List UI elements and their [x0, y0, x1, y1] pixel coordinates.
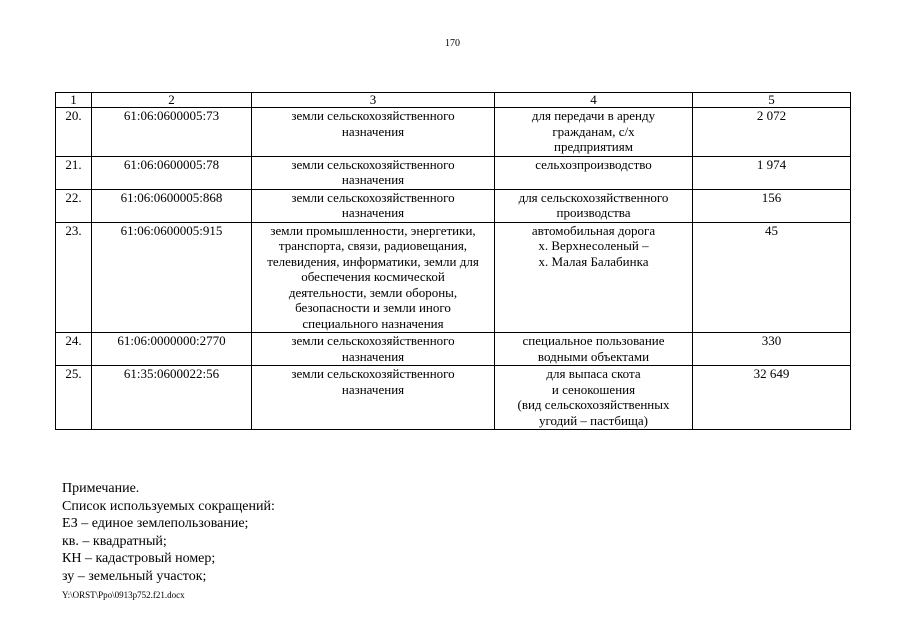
area-cell: 32 649 — [693, 366, 851, 430]
row-number-cell: 21. — [56, 156, 92, 189]
header-cell: 2 — [92, 93, 252, 108]
cadastral-number-cell: 61:06:0600005:73 — [92, 108, 252, 157]
permitted-use-cell: для передачи в аренду гражданам, с/х предприятиям — [495, 108, 693, 157]
header-cell: 5 — [693, 93, 851, 108]
area-cell: 2 072 — [693, 108, 851, 157]
row-number-cell: 20. — [56, 108, 92, 157]
row-number-cell: 22. — [56, 189, 92, 222]
row-number-cell: 24. — [56, 333, 92, 366]
table-row — [56, 156, 851, 189]
land-category-cell: земли сельскохозяйственного назначения — [252, 189, 495, 222]
page-number: 170 — [445, 38, 460, 49]
row-number-cell: 23. — [56, 222, 92, 333]
area-cell: 330 — [693, 333, 851, 366]
land-category-cell: земли сельскохозяйственного назначения — [252, 156, 495, 189]
row-number-cell: 25. — [56, 366, 92, 430]
cadastral-number-cell: 61:06:0600005:78 — [92, 156, 252, 189]
land-category-cell: земли сельскохозяйственного назначения — [252, 366, 495, 430]
table-row — [56, 333, 851, 366]
permitted-use-cell: сельхозпроизводство — [495, 156, 693, 189]
table-row — [56, 222, 851, 333]
permitted-use-cell: для выпаса скота и сенокошения (вид сельскохозяйственных угодий – пастбища) — [495, 366, 693, 430]
area-cell: 45 — [693, 222, 851, 333]
land-category-cell: земли сельскохозяйственного назначения — [252, 108, 495, 157]
notes-line: Список используемых сокращений: — [62, 498, 275, 514]
notes-section — [62, 480, 275, 585]
land-plots-table — [55, 92, 851, 430]
notes-line: ЕЗ – единое землепользование; — [62, 516, 249, 531]
header-cell: 1 — [56, 93, 92, 108]
area-cell: 1 974 — [693, 156, 851, 189]
cadastral-number-cell: 61:06:0000000:2770 — [92, 333, 252, 366]
notes-title: Примечание. — [62, 481, 140, 496]
permitted-use-cell: для сельскохозяйственного производства — [495, 189, 693, 222]
cadastral-number-cell: 61:06:0600005:868 — [92, 189, 252, 222]
header-cell: 3 — [252, 93, 495, 108]
footer-file-path: Y:\ORST\Ppo\0913p752.f21.docx — [62, 590, 185, 600]
area-cell: 156 — [693, 189, 851, 222]
table-header-row — [56, 93, 851, 108]
permitted-use-cell: автомобильная дорога х. Верхнесоленый – х. Малая Балабинка — [495, 222, 693, 333]
table-row — [56, 108, 851, 157]
header-cell: 4 — [495, 93, 693, 108]
land-category-cell: земли промышленности, энергетики, транспорта, связи, радиовещания, телевидения, информатики, земли для обеспечения космической деятельности, земли обороны, безопасности и земли иного специального назначения — [252, 222, 495, 333]
notes-line: зу – земельный участок; — [62, 568, 207, 584]
permitted-use-cell: специальное пользование водными объектами — [495, 333, 693, 366]
land-category-cell: земли сельскохозяйственного назначения — [252, 333, 495, 366]
cadastral-number-cell: 61:35:0600022:56 — [92, 366, 252, 430]
table-row — [56, 189, 851, 222]
notes-line: КН – кадастровый номер; — [62, 551, 216, 566]
cadastral-number-cell: 61:06:0600005:915 — [92, 222, 252, 333]
table-row — [56, 366, 851, 430]
notes-line: кв. – квадратный; — [62, 533, 167, 549]
